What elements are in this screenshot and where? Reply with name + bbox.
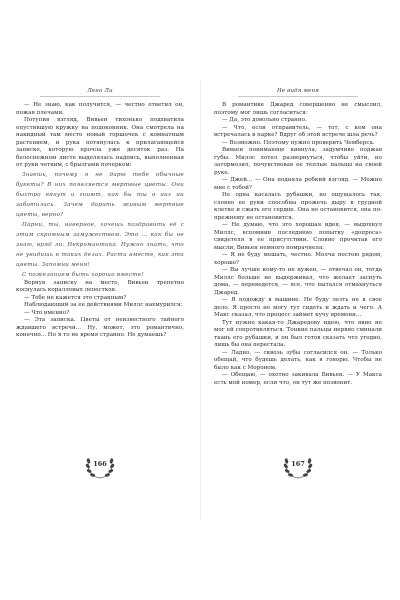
- paragraph: Не одна касалась рубашки, но ощущалось так, словно ее руки способны прожечь дыру в грудной клетке и сжать его сердце. Она не остановится, она по-прежнему не остановится.: [214, 192, 382, 221]
- running-head-title: Не видя меня: [214, 88, 382, 98]
- paragraph: Потупив взгляд, Вивьен тихонько подхватила опустившую кружку на подоконник. Она смотрела на накидный там место новый горшочек с комнатным растением, и рука потянулась к прилагающейся записке, которую прочла уже десяток раз. На белоснежном листе выделялась надпись, выполненная от руки четким, с брызгами почерком:: [16, 117, 184, 168]
- paragraph: — Вы лучше кому-то не нужен, — отвечал он, тогда Миллс больше не выдерживал, что желает заснуть дома, — переведется, — все, что пытался отмахнуться Джаред.: [214, 267, 382, 296]
- paragraph: — Что именно?: [24, 309, 70, 316]
- handwritten-note: Парни, ты, наверное, хочешь поздравить её с этим скромным замужеством. Это … как бы не знаю, вряд ли. Некромантика. Нужно знать, что не увидишь в таких делах. Расти вместе, как эти цветы. Запомни меня!: [16, 221, 184, 268]
- paragraph: — Эта записка. Цветы от неизвестного тайного ждавшего встречи... Ну, может, это романтично, конечно... Но я то не время странно. Не думаешь?: [16, 317, 184, 338]
- handwritten-note: С пожеланием быть хорошо вместе!: [22, 271, 144, 278]
- right-page: [214, 88, 382, 518]
- running-head-author: Лена Ли: [16, 88, 184, 98]
- paragraph: — Не думаю, что это хорошая идея, — выдохнул Миллс, вспомнив последнюю попытку «допроса» свидетеля в ее присутствии. Словно прочитав его мысли, Вивьен немного помрачнела:: [214, 222, 382, 251]
- right-page-body: [214, 102, 382, 387]
- paragraph: — Не знаю, как получится, — честно ответил он, пожав плечами.: [16, 102, 184, 116]
- paragraph: — Обещаю, — охотно закивала Вивьен. — У Макса есть мой номер, если что, он тут же позвонит.: [214, 372, 382, 386]
- page-number-wreath: [281, 448, 315, 482]
- paragraph: — Я подожду в машине. Не буду лезть не в свое дело. Я просто не могу тут сидеть и ждать и чего. А Макс сказал, что процесс займет кучу времени...: [214, 297, 382, 318]
- page-number-wreath: [83, 448, 117, 482]
- paragraph: — Джей... — Она подняла робкий взгляд. — Можно мне с тобой?: [214, 177, 382, 191]
- paragraph: — Ладно, — сквозь зубы согласился он. — Только обещай, что будешь делать, как я говорю. Чтобы не было как с Мороном.: [214, 349, 382, 371]
- page-number: 167: [291, 460, 305, 468]
- paragraph: Тут нужно какая-то Джаредову идею, что явно не мог ей сопротивляться. Тонкие пальцы нервно сминали ткань его рубашки, и он был готов сказать что угодно, лишь бы она перестала.: [214, 319, 382, 348]
- paragraph: Наблюдающий за ее действиями Миллс нахмурился:: [24, 302, 183, 308]
- paragraph: — Что, если отправитель, — тот, с кем она встречалась в парке? Вдруг об этой встрече шла речь?: [214, 124, 382, 138]
- page-number: 166: [93, 460, 107, 468]
- paragraph: — Да, это довольно странно.: [222, 117, 307, 123]
- paragraph: Вивьен понимающе кивнула, задумчиво поджав губы. Миллс хотел развернуться, чтобы уйти, но затормозил, почувствовав ее теплые пальцы на своей руке.: [214, 147, 382, 176]
- handwritten-note: Знаешь, почему я не дарю тебе обычные букеты? В них появляется мертвые цветы. Они быстро вянут и гниют, как бы ты о них ни заботилась. Зачем дарить живым мертвые цветы, верно?: [16, 171, 184, 218]
- paragraph: Вернув записку на место, Вивьен трепетно коснулась коралловых лепестков.: [16, 279, 184, 293]
- left-page-body: [16, 102, 184, 340]
- paragraph: — Я не буду мешать, честно. Молча постою рядом, хорошо?: [214, 252, 382, 266]
- paragraph: — Возможно. Поэтому нужно проверить Чемберса.: [222, 139, 375, 146]
- paragraph: — Тебе не кажется это странным?: [24, 294, 127, 301]
- left-page: [16, 88, 184, 518]
- paragraph: В романтике Джаред совершенно не смыслил, поэтому мог лишь согласиться:: [214, 102, 382, 116]
- spine-gutter: [200, 80, 201, 520]
